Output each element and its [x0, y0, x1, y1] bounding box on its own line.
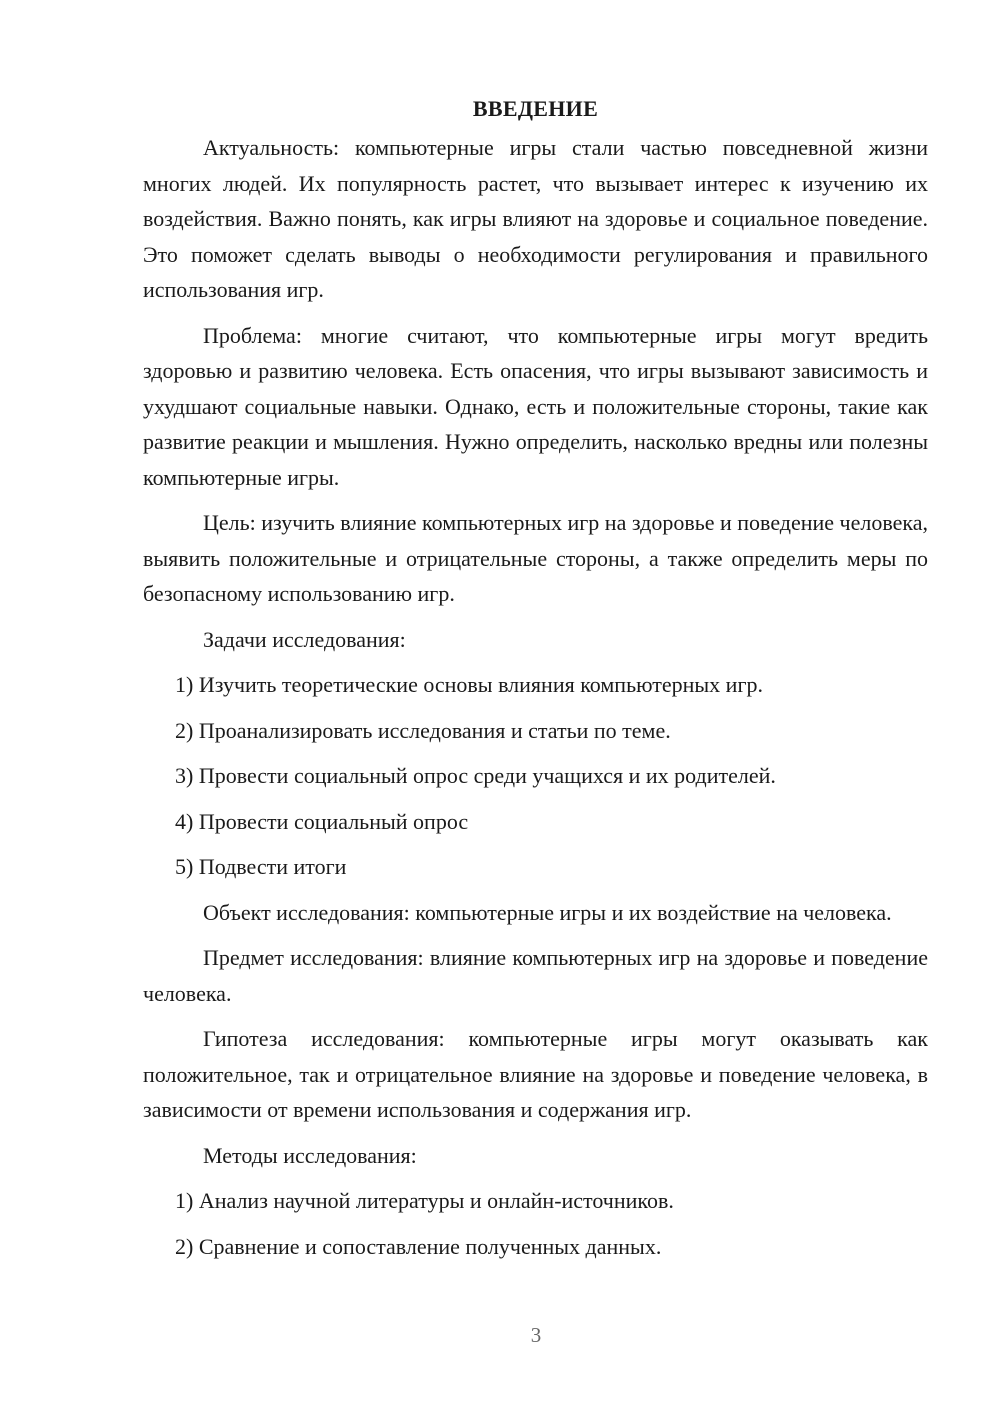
- methods-heading: Методы исследования:: [203, 1142, 417, 1168]
- method-item: 2) Сравнение и сопоставление полученных данных.: [175, 1233, 662, 1259]
- task-item: 1) Изучить теоретические основы влияния компьютерных игр.: [175, 672, 763, 697]
- hypothesis-paragraph: Гипотеза исследования: компьютерные игры могут оказывать как положительное, так и отрицательное влияние на здоровье и поведение человека, в зависимости от времени использования и содержания игр.: [143, 1026, 928, 1122]
- page-content: [143, 92, 928, 1274]
- problem-paragraph: Проблема: многие считают, что компьютерные игры могут вредить здоровью и развитию человека. Есть опасения, что игры вызывают зависимость и ухудшают социальные навыки. Однако, есть и положительные стороны, такие как развитие реакции и мышления. Нужно определить, насколько вредны или полезны компьютерные игры.: [143, 322, 928, 490]
- page-number: 3: [530, 1323, 542, 1347]
- section-title: ВВЕДЕНИЕ: [472, 96, 599, 121]
- task-item: 2) Проанализировать исследования и статьи по теме.: [175, 717, 671, 743]
- object-paragraph: Объект исследования: компьютерные игры и их воздействие на человека.: [203, 899, 892, 925]
- subject-paragraph: Предмет исследования: влияние компьютерных игр на здоровье и поведение человека.: [143, 945, 928, 1006]
- method-item: 1) Анализ научной литературы и онлайн-источников.: [175, 1188, 674, 1213]
- goal-paragraph: Цель: изучить влияние компьютерных игр на здоровье и поведение человека, выявить положительные и отрицательные стороны, а также определить меры по безопасному использованию игр.: [143, 510, 929, 606]
- task-item: 5) Подвести итоги: [175, 854, 347, 879]
- task-item: 4) Провести социальный опрос: [175, 808, 469, 834]
- task-item: 3) Провести социальный опрос среди учащихся и их родителей.: [175, 763, 776, 788]
- relevance-paragraph: Актуальность: компьютерные игры стали частью повседневной жизни многих людей. Их популярность растет, что вызывает интерес к изучению их воздействия. Важно понять, как игры влияют на здоровье и социальное поведение. Это поможет сделать выводы о необходимости регулирования и правильного использования игр.: [143, 135, 928, 302]
- tasks-heading: Задачи исследования:: [203, 626, 406, 652]
